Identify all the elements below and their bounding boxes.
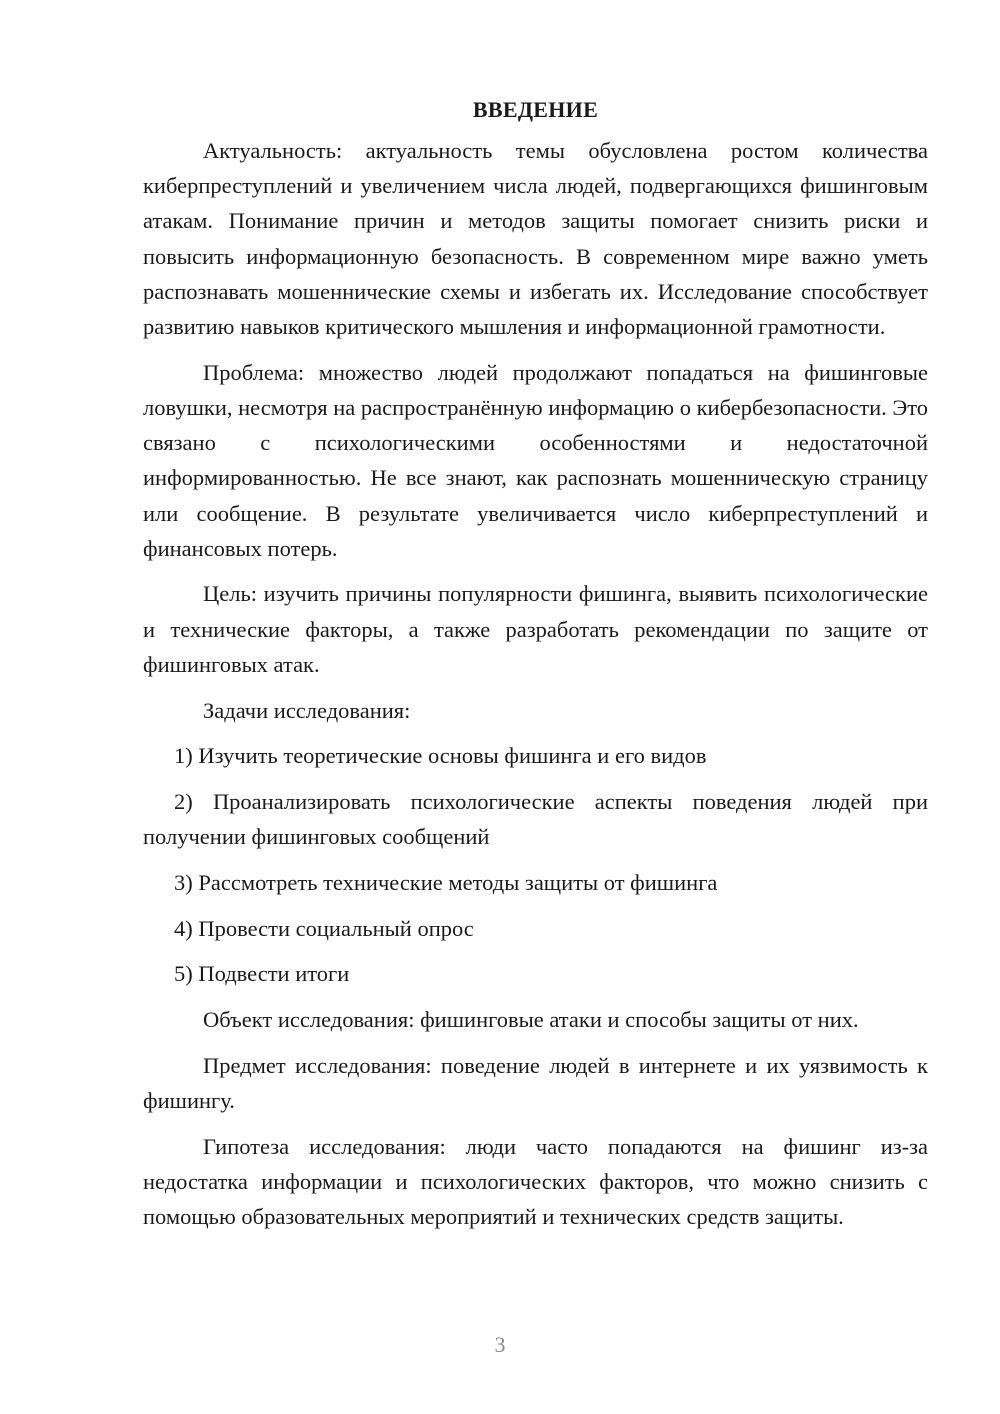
task-item-2: 2) Проанализировать психологические аспекты поведения людей при получении фишинговых сообщений xyxy=(143,788,928,850)
relevance-paragraph: Актуальность: актуальность темы обусловлена ростом количества киберпреступлений и увеличением числа людей, подвергающихся фишинговым атакам. Понимание причин и методов защиты помогает снизить риски и повысить информационную безопасность. В современном мире важно уметь распознавать мошеннические схемы и избегать их. Исследование способствует развитию навыков критического мышления и информационной грамотности. xyxy=(143,138,928,340)
task-item-4: 4) Провести социальный опрос xyxy=(174,915,474,941)
tasks-title: Задачи исследования: xyxy=(203,697,411,723)
page-number: 3 xyxy=(494,1332,506,1357)
task-item-1: 1) Изучить теоретические основы фишинга и его видов xyxy=(174,743,707,769)
subject-paragraph: Предмет исследования: поведение людей в интернете и их уязвимость к фишингу. xyxy=(143,1052,928,1113)
document-page xyxy=(143,92,928,1234)
task-item-5: 5) Подвести итоги xyxy=(174,961,350,987)
problem-paragraph: Проблема: множество людей продолжают попадаться на фишинговые ловушки, несмотря на распространённую информацию о кибербезопасности. Это связано с психологическими особенностями и недостаточной информированностью. Не все знают, как распознать мошенническую страницу или сообщение. В результате увеличивается число киберпреступлений и финансовых потерь. xyxy=(143,359,929,561)
hypothesis-paragraph: Гипотеза исследования: люди часто попадаются на фишинг из-за недостатка информации и психологических факторов, что можно снизить с помощью образовательных мероприятий и технических средств защиты. xyxy=(143,1133,928,1229)
object-paragraph: Объект исследования: фишинговые атаки и способы защиты от них. xyxy=(203,1006,859,1032)
section-heading: ВВЕДЕНИЕ xyxy=(472,97,599,122)
task-item-3: 3) Рассмотреть технические методы защиты от фишинга xyxy=(174,869,718,895)
goal-paragraph: Цель: изучить причины популярности фишинга, выявить психологические и технические факторы, а также разработать рекомендации по защите от фишинговых атак. xyxy=(143,581,928,677)
